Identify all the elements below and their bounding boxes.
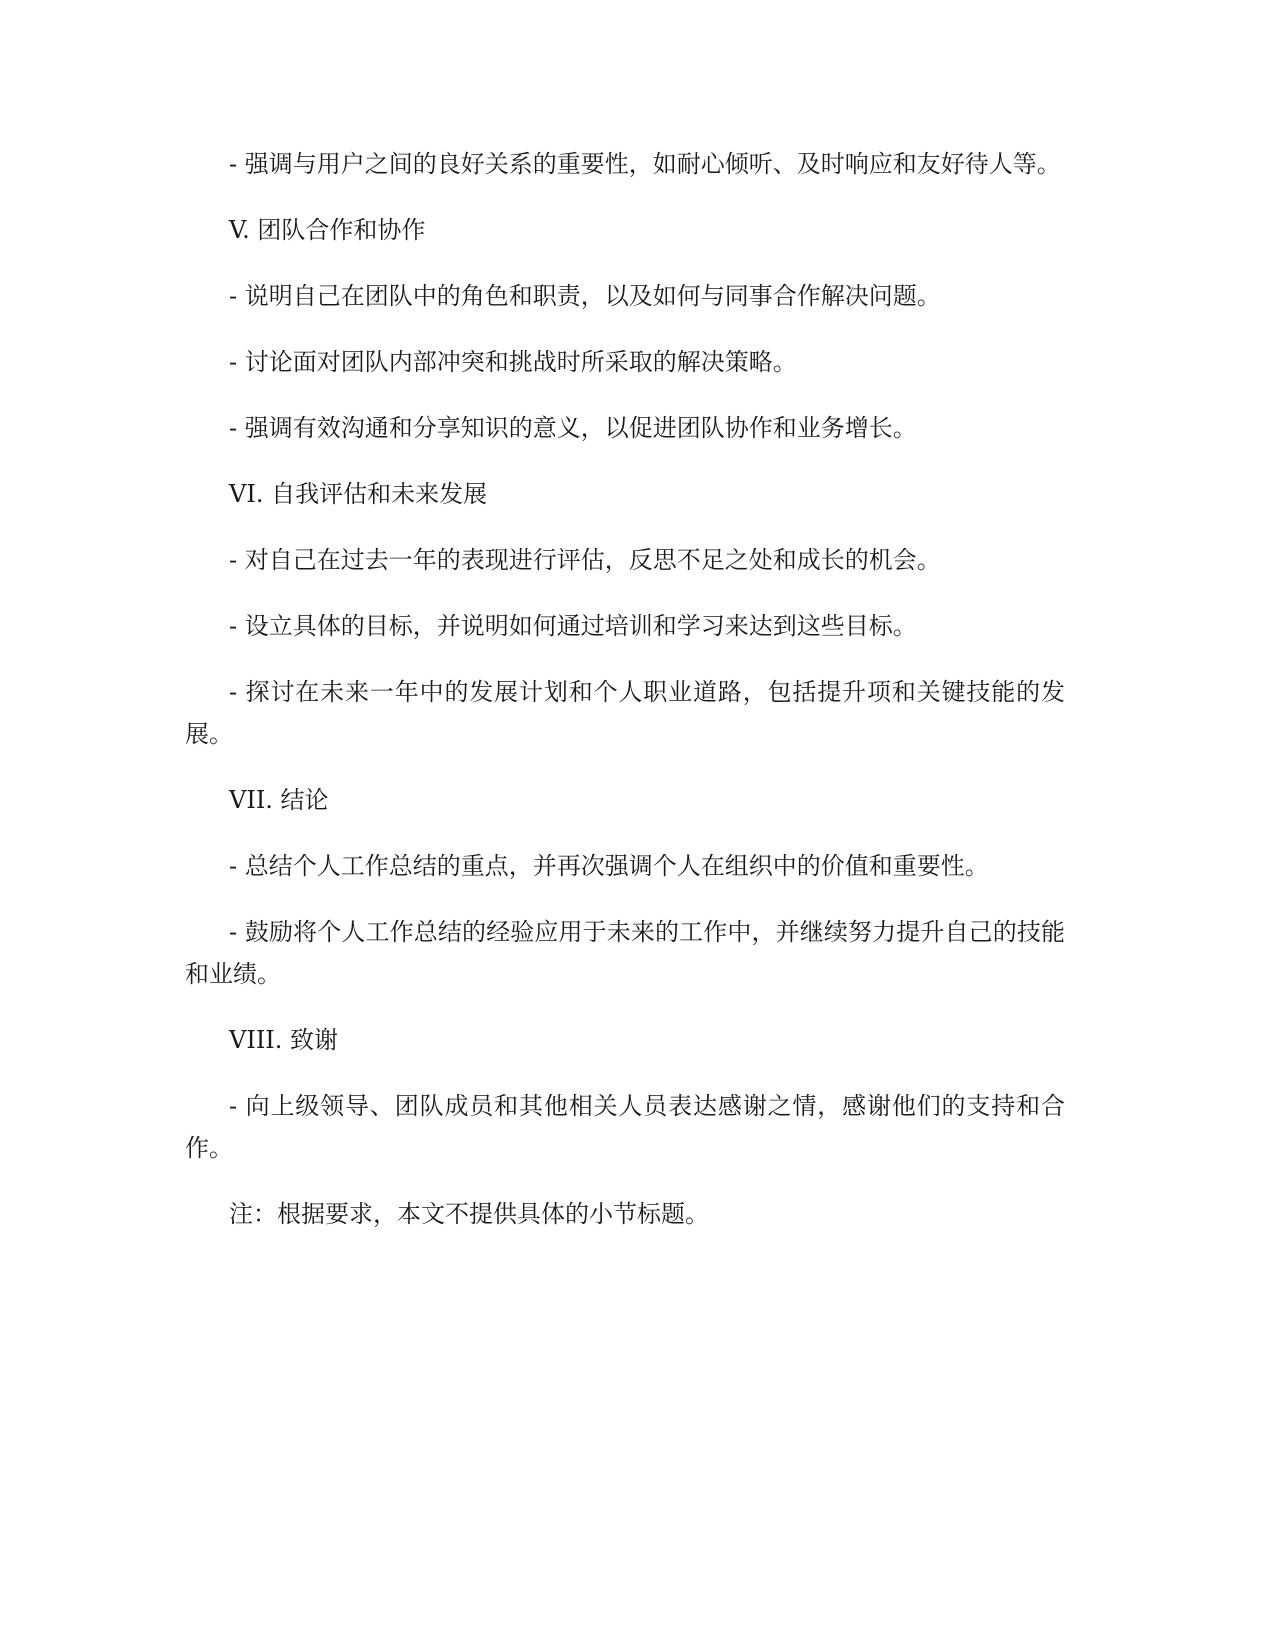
- section-heading-v: V. 团队合作和协作: [229, 216, 426, 244]
- note-paragraph: 注：根据要求，本文不提供具体的小节标题。: [229, 1200, 709, 1228]
- section-heading-vii: VII. 结论: [229, 786, 329, 814]
- bullet-self-evaluation: - 对自己在过去一年的表现进行评估，反思不足之处和成长的机会。: [229, 546, 941, 574]
- bullet-summary: - 总结个人工作总结的重点，并再次强调个人在组织中的价值和重要性。: [229, 852, 989, 880]
- section-heading-vi: VI. 自我评估和未来发展: [229, 480, 488, 508]
- bullet-thanks: - 向上级领导、团队成员和其他相关人员表达感谢之情，感谢他们的支持和合作。: [185, 1092, 1065, 1162]
- bullet-team-role: - 说明自己在团队中的角色和职责，以及如何与同事合作解决问题。: [229, 282, 941, 310]
- document-body: [185, 143, 1065, 1259]
- bullet-encourage: - 鼓励将个人工作总结的经验应用于未来的工作中，并继续努力提升自己的技能和业绩。: [185, 918, 1065, 988]
- bullet-development-plan: - 探讨在未来一年中的发展计划和个人职业道路，包括提升项和关键技能的发展。: [185, 678, 1065, 748]
- bullet-communication: - 强调有效沟通和分享知识的意义，以促进团队协作和业务增长。: [229, 414, 917, 442]
- bullet-conflict: - 讨论面对团队内部冲突和挑战时所采取的解决策略。: [229, 348, 797, 376]
- section-heading-viii: VIII. 致谢: [229, 1026, 339, 1054]
- bullet-goals: - 设立具体的目标，并说明如何通过培训和学习来达到这些目标。: [229, 612, 917, 640]
- bullet-relationship: - 强调与用户之间的良好关系的重要性，如耐心倾听、及时响应和友好待人等。: [229, 150, 1061, 178]
